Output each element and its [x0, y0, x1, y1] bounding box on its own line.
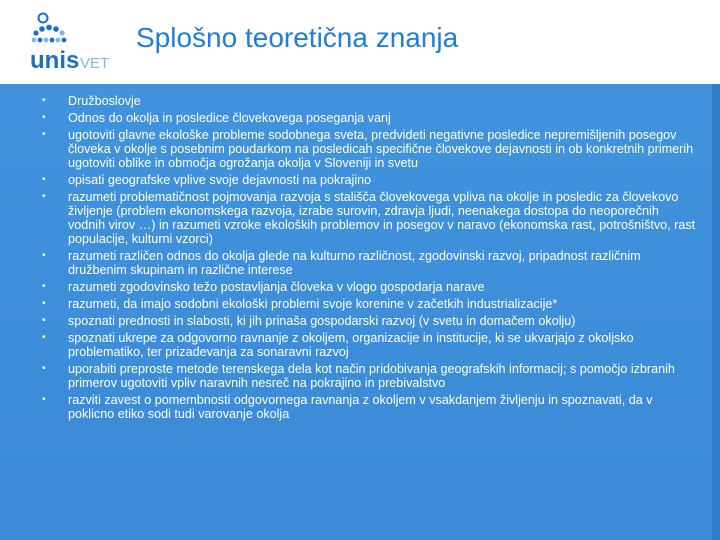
bullet-item: • ugotoviti glavne ekološke probleme sodobnega sveta, predvideti negativne posledice nepremišljenih posegov človeka v okolje s posebnim poudarkom na posledicah specifične človekove dejavnosti in ob konkretnih primerih ugotoviti oblike in območja ogrožanja okolja v Sloveniji in svetu [42, 128, 694, 170]
bullet-icon: • [42, 129, 46, 140]
bullet-icon: • [42, 363, 46, 374]
bullet-list [0, 94, 712, 424]
bullet-item: • razumeti različen odnos do okolja glede na kulturno različnost, zgodovinski razvoj, pripadnost različnim družbenim skupinam in različne interese [42, 249, 641, 277]
bullet-item: • Družboslovje [42, 94, 141, 108]
unisvet-logo [30, 10, 130, 76]
content-panel [0, 84, 720, 540]
bullet-icon: • [42, 191, 46, 202]
bullet-item: • razumeti zgodovinsko težo postavljanja človeka v vlogo gospodarja narave [42, 280, 485, 294]
bullet-icon: • [42, 281, 46, 292]
bullet-item: • razviti zavest o pomembnosti odgovornega ravnanja z okoljem v vsakdanjem življenju in spoznavati, da v poklicno etiko sodi tudi varovanje okolja [42, 393, 653, 421]
bullet-icon: • [42, 174, 46, 185]
bullet-item: • uporabiti preproste metode terenskega dela kot način pridobivanja geografskih informacij; s pomočjo izbranih primerov ugotoviti vpliv naravnih nesreč na pokrajino in prebivalstvo [42, 362, 675, 390]
bullet-icon: • [42, 112, 46, 123]
bullet-item: • razumeti, da imajo sodobni ekološki problemi svoje korenine v začetkih industrializacije* [42, 297, 558, 311]
bullet-icon: • [42, 394, 46, 405]
bullet-item: • opisati geografske vplive svoje dejavnosti na pokrajino [42, 173, 372, 187]
bullet-icon: • [42, 95, 46, 106]
logo-ring-icon [39, 14, 48, 23]
bullet-item: • razumeti problematičnost pojmovanja razvoja s stališča človekovega vpliva na okolje in posledic za človekovo življenje (problem ekonomskega razvoja, izrabe surovin, zdravja ljudi, neenakega dostopa do neoporečnih vodnih virov …) in razumeti vzroke ekoloških problemov in posegov v naravo (ekonomska rast, potrošništvo, rast populacije, kulturni vzorci) [42, 190, 696, 246]
slide-title: Splošno teoretična znanja [136, 22, 459, 53]
bullet-icon: • [42, 250, 46, 261]
bullet-icon: • [42, 332, 46, 343]
bullet-item: • spoznati ukrepe za odgovorno ravnanje z okoljem, organizacije in institucije, ki se ukvarjajo z okoljsko problematiko, ter prizadevanja za sonaravni razvoj [42, 331, 634, 359]
bullet-item: • Odnos do okolja in posledice človekovega poseganja vanj [42, 111, 391, 125]
slide-header [0, 0, 720, 84]
bullet-icon: • [42, 315, 46, 326]
logo-text-main: unis [30, 47, 80, 74]
bullet-icon: • [42, 298, 46, 309]
logo-text-suffix: VET [80, 55, 110, 72]
bullet-item: • spoznati prednosti in slabosti, ki jih prinaša gospodarski razvoj (v svetu in domačem okolju) [42, 314, 576, 328]
